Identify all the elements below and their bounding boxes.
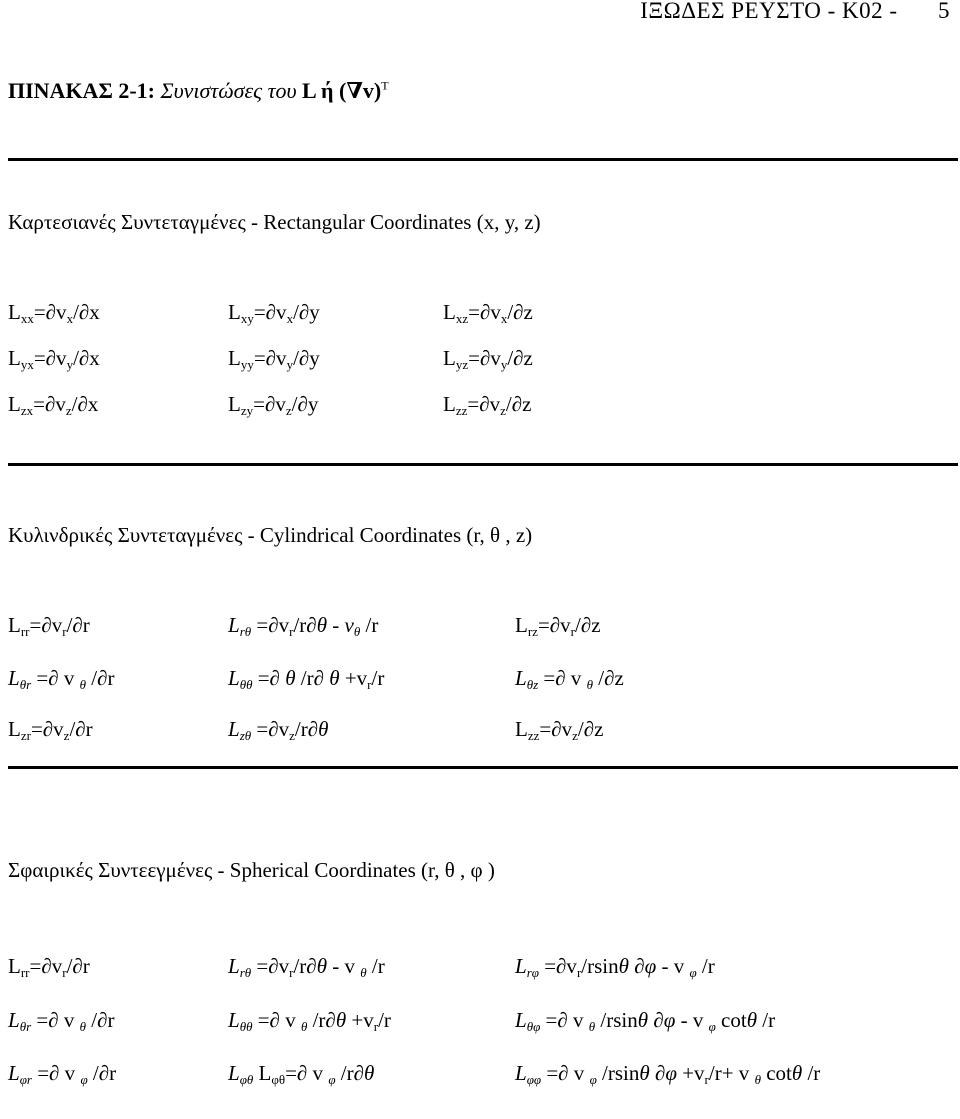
sph-equation: $L_{r\theta} =\partial v_r/r\partial\theta - v$ $_\theta$ /r <box>228 954 385 980</box>
cyl-equation: $L_{zz}=\partial v_z/\partial z$ <box>515 717 604 743</box>
header-text: ΙΞΩΔΕΣ ΡΕΥΣΤΟ - Κ02 - <box>640 0 898 23</box>
spherical-heading: Σφαιρικές Συντεεγμένες - Spherical Coordinates (r, θ , φ ) <box>8 858 495 882</box>
cylindrical-heading: Κυλινδρικές Συντεταγμένες - Cylindrical Coordinates (r, θ , z) <box>8 523 533 547</box>
divider-2 <box>8 463 958 466</box>
rect-equation: $L_{yz}=\partial v_y/\partial z$ <box>443 346 533 372</box>
cyl-equation: $L_{rz}=\partial v_r/\partial z$ <box>515 613 601 639</box>
page-number: 5 <box>938 0 950 23</box>
rect-equation: $L_{xx}=\partial v_x/\partial x$ <box>8 300 100 326</box>
cyl-equation: $L_{r\theta} =\partial v_r/r\partial\theta - v_\theta$ /r <box>228 613 379 639</box>
sph-equation: $L_{\theta\varphi}$ =∂ v $_\theta$ /rsinθ ∂φ - v $_\varphi$ cotθ /r <box>515 1008 776 1034</box>
sph-equation: $L_{\varphi\theta}$ $L_{\varphi\theta}=\partial$ v $_\varphi$ /r∂θ <box>228 1061 375 1087</box>
rect-equation: $L_{yy}=\partial v_y/\partial y$ <box>228 346 320 372</box>
title-tail: L ή (∇v) <box>302 78 382 103</box>
cyl-equation: $L_{\theta z}$ =∂ v $_\theta$ /∂z <box>515 666 624 692</box>
sph-equation: $L_{\varphi r}$ =∂ v $_\varphi$ /∂r <box>8 1061 117 1087</box>
rect-equation: $L_{zz}=\partial v_z/\partial z$ <box>443 392 532 418</box>
cyl-equation: $L_{\theta r}$ =∂ v $_\theta$ /∂r <box>8 666 115 692</box>
rectangular-heading: Καρτεσιανές Συντεταγμένες - Rectangular Coordinates (x, y, z) <box>8 210 541 234</box>
sph-equation: $L_{\theta r}$ =∂ v $_\theta$ /∂r <box>8 1008 115 1034</box>
divider-3 <box>8 766 958 769</box>
cyl-equation: $L_{zr}=\partial v_z/\partial r$ <box>8 717 93 743</box>
cyl-equation: $L_{rr}=\partial v_r/\partial r$ <box>8 613 90 639</box>
table-title <box>8 78 389 104</box>
rect-equation: $L_{xy}=\partial v_x/\partial y$ <box>228 300 320 326</box>
title-prefix: ΠΙΝΑΚΑΣ 2-1: <box>8 78 155 103</box>
cyl-equation: $L_{\theta\theta}$ =∂ θ /r∂ $\theta +v_r/r$ <box>228 666 385 692</box>
rect-equation: $L_{xz}=\partial v_x/\partial z$ <box>443 300 533 326</box>
cyl-equation: $L_{z\theta} =\partial v_z/r\partial\theta$ <box>228 717 329 743</box>
rect-equation: $L_{yx}=\partial v_y/\partial x$ <box>8 346 100 372</box>
title-sup: T <box>381 78 389 93</box>
sph-equation: $L_{\theta\theta}$ =∂ v $_\theta$ $/r\partial\theta +v_r/r$ <box>228 1008 391 1034</box>
sph-equation: $L_{rr}=\partial v_r/\partial r$ <box>8 954 90 980</box>
rect-equation: $L_{zx}=\partial v_z/\partial x$ <box>8 392 99 418</box>
rect-equation: $L_{zy}=\partial v_z/\partial y$ <box>228 392 319 418</box>
page-header <box>640 0 950 24</box>
divider-1 <box>8 158 958 161</box>
sph-equation: $L_{r\varphi} =\partial v_r/rsin\theta$ ∂φ - v $_\varphi$ /r <box>515 954 715 980</box>
sph-equation: $L_{\varphi\varphi}$ =∂ v $_\varphi$ /rsinθ $\partial\varphi +v_r/r+ v$ $_\theta$ cotθ /r <box>515 1061 821 1087</box>
title-middle: Συνιστώσες του <box>160 78 297 103</box>
